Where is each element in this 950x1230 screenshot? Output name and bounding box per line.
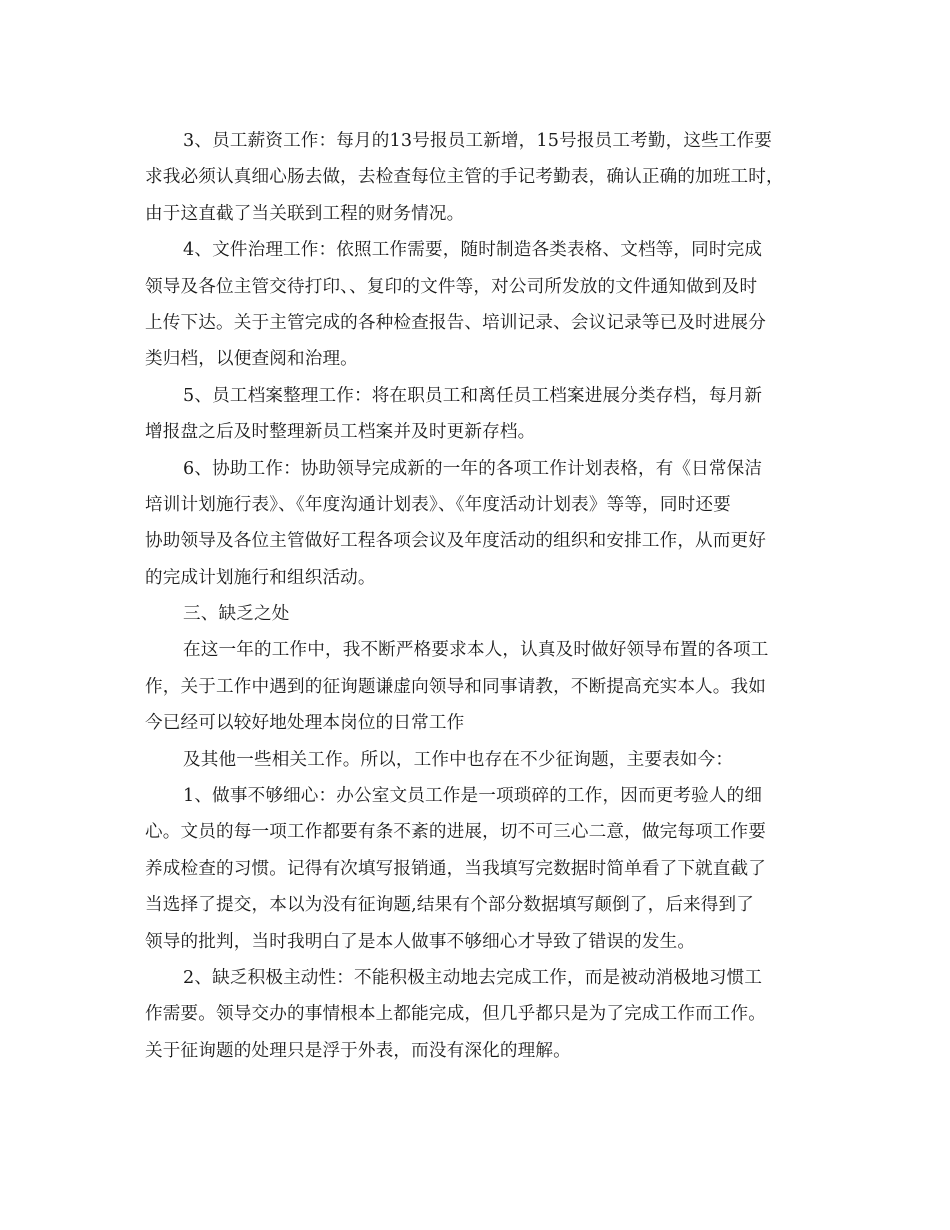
text-line: 协助领导及各位主管做好工程各项会议及年度活动的组织和安排工作，从而更好 <box>145 531 767 552</box>
text-line: 类归档，以便查阅和治理。 <box>145 349 358 370</box>
text-line: 领导的批判，当时我明白了是本人做事不够细心才导致了错误的发生。 <box>145 931 696 952</box>
text-line: 求我必须认真细心肠去做，去检查每位主管的手记考勤表，确认正确的加班工时， <box>145 167 784 188</box>
text-line: 在这一年的工作中，我不断严格要求本人，认真及时做好领导布置的各项工 <box>183 640 769 661</box>
text-line: 上传下达。关于主管完成的各种检查报告、培训记录、会议记录等已及时进展分 <box>145 312 767 333</box>
text-line: 培训计划施行表》、《年度沟通计划表》、《年度活动计划表》等等，同时还要 <box>145 494 731 515</box>
document-body <box>145 123 807 1069</box>
text-line: 养成检查的习惯。记得有次填写报销通，当我填写完数据时简单看了下就直截了 <box>145 858 767 879</box>
text-line: 当选择了提交，本以为没有征询题,结果有个部分数据填写颠倒了，后来得到了 <box>145 895 755 916</box>
text-line: 领导及各位主管交待打印、、复印的文件等，对公司所发放的文件通知做到及时 <box>145 276 758 297</box>
text-line: 4、文件治理工作：依照工作需要，随时制造各类表格、文档等，同时完成 <box>183 240 763 261</box>
text-line: 5、员工档案整理工作：将在职员工和离任员工档案进展分类存档，每月新 <box>183 385 763 406</box>
text-line: 3、员工薪资工作：每月的13号报员工新增，15号报员工考勤，这些工作要 <box>183 131 773 151</box>
text-line: 作需要。领导交办的事情根本上都能完成，但几乎都只是为了完成工作而工作。 <box>145 1004 767 1025</box>
text-line: 心。文员的每一项工作都要有条不紊的进展，切不可三心二意，做完每项工作要 <box>145 822 767 843</box>
text-line: 由于这直截了当关联到工程的财务情况。 <box>145 203 465 224</box>
text-line: 三、缺乏之处 <box>183 604 290 625</box>
text-line: 的完成计划施行和组织活动。 <box>145 567 376 588</box>
text-line: 2、缺乏积极主动性：不能积极主动地去完成工作，而是被动消极地习惯工 <box>183 967 763 988</box>
text-line: 关于征询题的处理只是浮于外表，而没有深化的理解。 <box>145 1040 571 1061</box>
text-line: 1、做事不够细心：办公室文员工作是一项琐碎的工作，因而更考验人的细 <box>183 786 763 807</box>
text-line: 今已经可以较好地处理本岗位的日常工作 <box>145 713 465 734</box>
text-line: 作，关于工作中遇到的征询题谦虚向领导和同事请教，不断提高充实本人。我如 <box>145 676 767 697</box>
text-line: 6、协助工作：协助领导完成新的一年的各项工作计划表格，有《日常保洁 <box>183 458 763 479</box>
text-line: 增报盘之后及时整理新员工档案并及时更新存档。 <box>145 422 536 443</box>
text-line: 及其他一些相关工作。所以，工作中也存在不少征询题，主要表如今： <box>183 749 734 770</box>
